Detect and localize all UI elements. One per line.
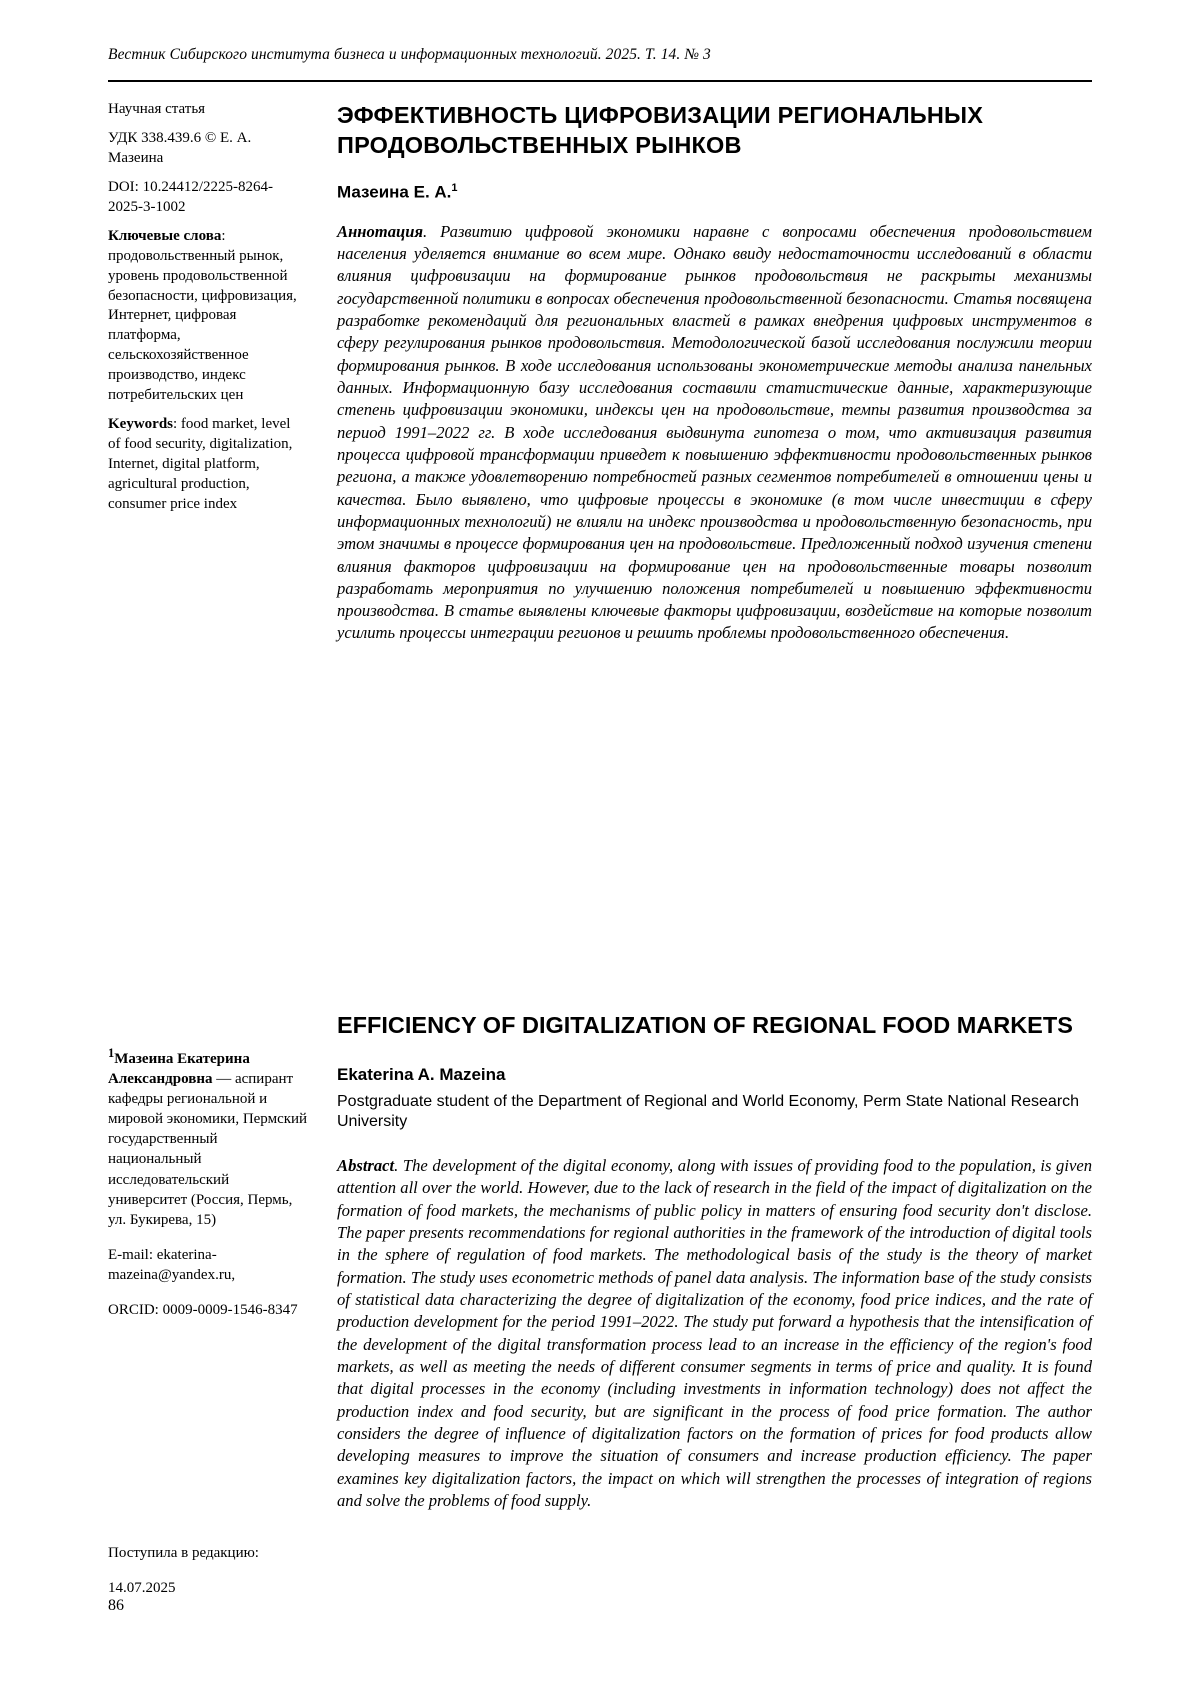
running-head: Вестник Сибирского института бизнеса и информационных технологий. 2025. Т. 14. № 3 (108, 46, 711, 63)
doi: DOI: 10.24412/2225-8264-2025-3-1002 (108, 178, 273, 215)
keywords-en-label: Keywords (108, 416, 173, 433)
abstract-ru-label: Аннотация (337, 221, 423, 241)
author-ru (337, 182, 1092, 203)
author-en: Ekaterina A. Mazeina (337, 1064, 506, 1084)
page-title: ЭФФЕКТИВНОСТЬ ЦИФРОВИЗАЦИИ РЕГИОНАЛЬНЫХ ПРОДОВОЛЬСТВЕННЫХ РЫНКОВ (337, 102, 984, 159)
page-number: 86 (108, 1597, 124, 1614)
author-footnote (108, 1030, 308, 1335)
abstract-en-text: . The development of the digital economy, along with issues of providing food to the population, is given attention all over the world. However, due to the lack of research in the field of the impact of digitalization on the formation of food markets, the mechanisms of public policy in matters of ensuring food security don't disclose. The paper presents recommendations for regional authorities in the framework of the introduction of digital tools in the sphere of regulation of food markets. The methodological basis of the study is the theory of market formation. The study uses econometric methods of panel data analysis. The information base of the study consists of statistical data characterizing the degree of digitalization of the economy, food price indices, and the rate of production development for the period 1991–2022. The study put forward a hypothesis that the intensification of the development of the digital transformation process lead to an increase in the efficiency of the region's food markets, as well as meeting the needs of different consumer segments in terms of price and quality. It is found that digital processes in the economy (including investments in information technology) does not affect the production index and food security, but are significant in the process of food price formation. The author considers the degree of influence of digitalization factors on the formation of prices for food products allow developing measures to improve the situation of consumers and increase production efficiency. The paper examines key digitalization factors, the impact on which will strengthen the processes of integration of regions and solve the problems of food supply. (337, 1156, 1092, 1510)
received-date-block (108, 1528, 318, 1613)
udk: УДК 338.439.6 © Е. А. Мазеина (108, 129, 252, 166)
abstract-en (337, 1155, 1092, 1512)
keywords-en-list: : food market, level of food security, digitalization, Internet, digital platform, agricultural production, consumer price index (108, 416, 293, 512)
article-type: Научная статья (108, 101, 206, 117)
article-metadata-sidebar (108, 100, 304, 524)
header-rule (108, 80, 1092, 82)
keywords-en (108, 415, 304, 515)
received-date: 14.07.2025 (108, 1580, 176, 1597)
keywords-ru (108, 227, 304, 406)
author-ru-name: Мазеина Е. А. (337, 182, 452, 202)
article-russian (337, 100, 1092, 645)
footnote-author-name: Мазеина Екатерина Александровна (108, 1051, 250, 1088)
received-label: Поступила в редакцию: (108, 1545, 259, 1561)
page-title-en: EFFICIENCY OF DIGITALIZATION OF REGIONAL FOOD MARKETS (337, 1012, 1073, 1038)
footnote-author-affiliation: — аспирант кафедры региональной и мировой экономики, Пермский государственный национальный исследовательский университет (Россия, Пермь, ул. Букирева, 15) (108, 1071, 308, 1228)
author-email: E-mail: ekaterina-mazeina@yandex.ru, (108, 1246, 236, 1283)
abstract-ru-text: . Развитию цифровой экономики наравне с вопросами обеспечения продовольствием населения уделяется внимание во всем мире. Однако ввиду недостаточности исследований в области влияния цифровизации на формирование рынков продовольствия не раскрыты механизмы государственной политики в вопросах обеспечения продовольственной безопасности. Статья посвящена разработке рекомендаций для региональных властей в рамках внедрения цифровых инструментов в сферу регулирования рынков продовольствия. Методологической базой исследования послужили теории формирования рынков. В ходе исследования использованы эконометрические методы анализа панельных данных. Информационную базу исследования составили статистические данные, характеризующие степень цифровизации экономики, индексы цен на продовольствие, темпы развития производства за период 1991–2022 гг. В ходе исследования выдвинута гипотеза о том, что активизация развития процесса цифровой трансформации приведет к повышению эффективности продовольственных рынков региона, а также удовлетворению потребностей разных сегментов потребителей в отношении цены и качества. Было выявлено, что цифровые процессы в экономике (в том числе инвестиции в сферу информационных технологий) не влияли на индекс производства и продовольственную безопасность, при этом значимы в процессе формирования цен на продовольствие. Предложенный подход изучения степени влияния факторов цифровизации на формирование цен на продовольственные товары позволит разработать мероприятия по улучшению положения потребителей и повышению эффективности производства. В статье выявлены ключевые факторы цифровизации, воздействие на которые позволит усилить процессы интеграции регионов и решить проблемы продовольственного обеспечения. (337, 221, 1092, 643)
author-orcid: ORCID: 0009-0009-1546-8347 (108, 1302, 298, 1319)
author-ru-footnote-marker: 1 (451, 182, 458, 195)
affiliation-en: Postgraduate student of the Department of Regional and World Economy, Perm State National Research University (337, 1092, 1080, 1131)
article-english (337, 1010, 1092, 1512)
abstract-ru (337, 221, 1092, 645)
footnote-text (108, 1045, 308, 1230)
keywords-ru-list: : продовольственный рынок, уровень продовольственной безопасности, цифровизация, Интернет, цифровая платформа, сельскохозяйственное производство, индекс потребительских цен (108, 227, 297, 404)
abstract-en-label: Abstract (337, 1156, 395, 1176)
footnote-marker: 1 (108, 1046, 115, 1060)
keywords-ru-label: Ключевые слова (108, 227, 222, 244)
